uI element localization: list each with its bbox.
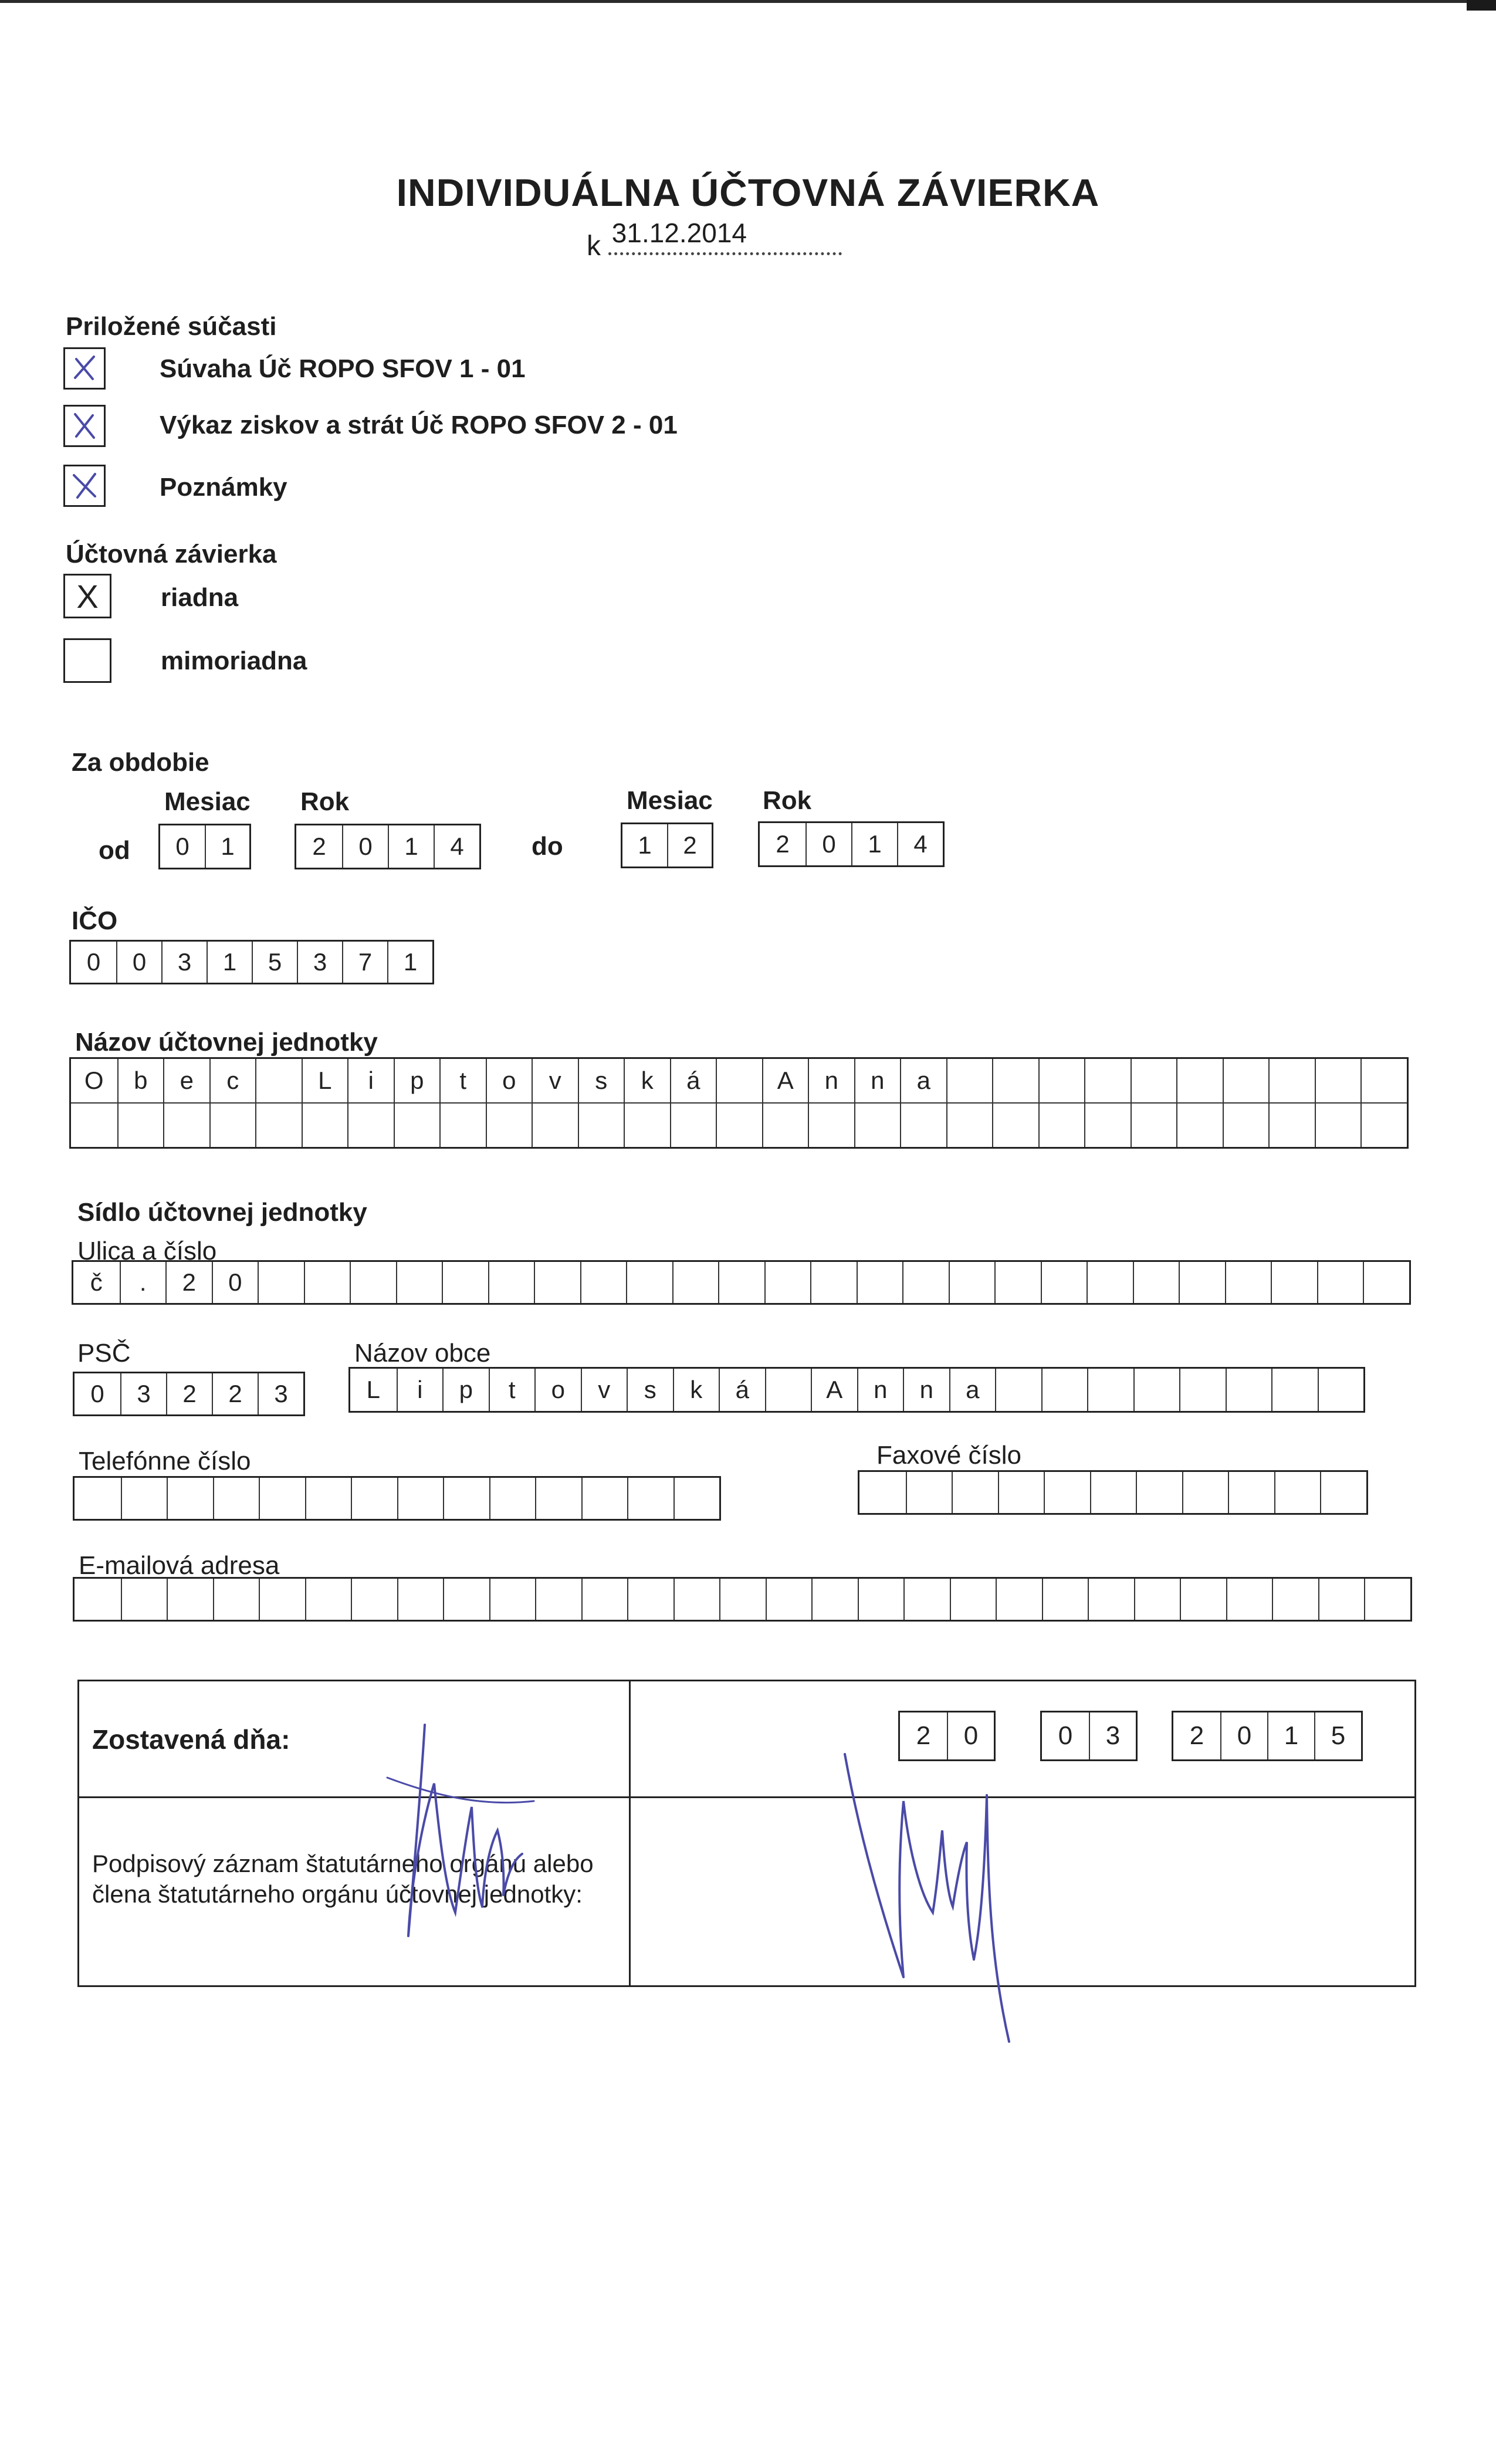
char-cell xyxy=(305,1478,351,1519)
digit-cell: 3 xyxy=(161,942,207,983)
char-cell xyxy=(581,1478,628,1519)
char-cell xyxy=(1317,1262,1363,1303)
entity-name-row-2 xyxy=(71,1102,1407,1147)
char-cell xyxy=(900,1104,946,1147)
char-cell xyxy=(121,1478,167,1519)
to-month-label: Mesiac xyxy=(627,786,713,815)
char-cell xyxy=(1136,1472,1182,1513)
attachment-label-balance: Súvaha Úč ROPO SFOV 1 - 01 xyxy=(160,354,526,383)
char-cell xyxy=(950,1579,996,1620)
k-label: k xyxy=(587,231,601,262)
phone-label: Telefónne číslo xyxy=(79,1447,251,1475)
char-cell xyxy=(1271,1369,1318,1411)
char-cell xyxy=(489,1579,536,1620)
entity-name-label: Názov účtovnej jednotky xyxy=(75,1028,378,1057)
char-cell xyxy=(1176,1059,1223,1102)
char-cell xyxy=(259,1478,305,1519)
char-cell xyxy=(672,1262,719,1303)
char-cell: s xyxy=(578,1059,624,1102)
char-cell xyxy=(1271,1262,1317,1303)
char-cell xyxy=(1315,1104,1361,1147)
char-cell: n xyxy=(854,1059,901,1102)
char-cell xyxy=(995,1369,1041,1411)
char-cell xyxy=(1042,1579,1088,1620)
char-cell xyxy=(1225,1262,1271,1303)
char-cell xyxy=(1268,1059,1315,1102)
fax-field[interactable] xyxy=(858,1470,1368,1515)
digit-cell: 0 xyxy=(116,942,161,983)
to-year-label: Rok xyxy=(763,786,812,815)
char-cell xyxy=(163,1104,209,1147)
closing-date xyxy=(587,217,842,262)
char-cell xyxy=(670,1104,716,1147)
ico-label: IČO xyxy=(72,906,118,935)
email-label: E-mailová adresa xyxy=(79,1551,280,1580)
char-cell xyxy=(578,1104,624,1147)
char-cell: e xyxy=(163,1059,209,1102)
char-cell: p xyxy=(442,1369,489,1411)
char-cell: p xyxy=(394,1059,440,1102)
char-cell xyxy=(255,1104,302,1147)
char-cell xyxy=(1087,1262,1133,1303)
char-cell: á xyxy=(670,1059,716,1102)
char-cell xyxy=(1182,1472,1228,1513)
char-cell xyxy=(1179,1369,1226,1411)
char-cell: i xyxy=(397,1369,443,1411)
char-cell xyxy=(302,1104,348,1147)
char-cell xyxy=(1133,1262,1179,1303)
char-cell xyxy=(718,1262,764,1303)
street-field[interactable] xyxy=(72,1260,1411,1305)
char-cell xyxy=(213,1478,259,1519)
char-cell xyxy=(764,1262,811,1303)
char-cell xyxy=(117,1104,164,1147)
char-cell xyxy=(535,1579,581,1620)
char-cell xyxy=(394,1104,440,1147)
city-label: Názov obce xyxy=(354,1339,491,1368)
char-cell xyxy=(626,1262,672,1303)
entity-name-field[interactable] xyxy=(69,1057,1409,1149)
char-cell xyxy=(532,1104,578,1147)
scan-corner-mark xyxy=(1467,0,1496,11)
char-cell: i xyxy=(347,1059,394,1102)
char-cell xyxy=(1090,1472,1136,1513)
ico-field[interactable] xyxy=(69,940,434,984)
char-cell: o xyxy=(486,1059,532,1102)
char-cell: 2 xyxy=(165,1262,212,1303)
char-cell xyxy=(442,1262,488,1303)
char-cell: 3 xyxy=(120,1373,166,1414)
attachment-label-profit-loss: Výkaz ziskov a strát Úč ROPO SFOV 2 - 01 xyxy=(160,411,678,439)
char-cell xyxy=(857,1262,903,1303)
pen-cross-icon xyxy=(67,408,102,444)
char-cell xyxy=(1131,1104,1177,1147)
char-cell xyxy=(765,1369,811,1411)
char-cell xyxy=(581,1579,628,1620)
char-cell xyxy=(946,1104,993,1147)
char-cell xyxy=(946,1059,993,1102)
char-cell xyxy=(1223,1059,1269,1102)
digit-cell: 1 xyxy=(638,831,652,859)
char-cell: č xyxy=(90,1268,103,1296)
char-cell xyxy=(213,1579,259,1620)
char-cell xyxy=(716,1059,762,1102)
char-cell xyxy=(580,1262,627,1303)
signature-record-label: Podpisový záznam štatutárneho orgánu alebo člena štatutárneho orgánu účtovnej jednotky: xyxy=(92,1850,594,1908)
char-cell xyxy=(624,1104,670,1147)
statement-type-label-extraordinary: mimoriadna xyxy=(161,647,307,675)
char-cell: o xyxy=(534,1369,581,1411)
char-cell: L xyxy=(366,1376,380,1403)
form-title: INDIVIDUÁLNA ÚČTOVNÁ ZÁVIERKA xyxy=(396,171,1100,214)
compiled-date-label: Zostavená dňa: xyxy=(92,1724,290,1755)
statement-type-label-regular: riadna xyxy=(161,583,239,612)
char-cell xyxy=(673,1579,720,1620)
digit-cell: 1 xyxy=(388,825,434,868)
char-cell xyxy=(534,1262,580,1303)
char-cell xyxy=(535,1478,581,1519)
address-heading: Sídlo účtovnej jednotky xyxy=(77,1198,367,1227)
char-cell xyxy=(167,1478,213,1519)
char-cell xyxy=(859,1472,906,1513)
digit-cell: 1 xyxy=(207,942,252,983)
char-cell: . xyxy=(120,1262,166,1303)
digit-cell: 2 xyxy=(1189,1721,1204,1750)
char-cell xyxy=(854,1104,901,1147)
char-cell xyxy=(992,1059,1038,1102)
street-label: Ulica a číslo xyxy=(77,1237,217,1265)
char-cell xyxy=(1320,1472,1366,1513)
digit-cell: 3 xyxy=(1089,1712,1136,1759)
char-cell xyxy=(255,1059,302,1102)
char-cell xyxy=(1180,1579,1226,1620)
digit-cell: 2 xyxy=(667,824,712,867)
email-field[interactable] xyxy=(73,1577,1412,1622)
char-cell xyxy=(167,1579,213,1620)
char-cell xyxy=(766,1579,812,1620)
char-cell xyxy=(1228,1472,1274,1513)
char-cell xyxy=(811,1579,858,1620)
char-cell xyxy=(397,1478,444,1519)
from-year-field[interactable] xyxy=(295,824,481,869)
char-cell xyxy=(351,1579,397,1620)
char-cell: 2 xyxy=(212,1373,258,1414)
closing-date-value: 31.12.2014 xyxy=(608,217,842,255)
char-cell xyxy=(994,1262,1041,1303)
char-cell xyxy=(486,1104,532,1147)
digit-cell: 2 xyxy=(312,832,326,860)
char-cell xyxy=(1038,1059,1085,1102)
char-cell xyxy=(858,1579,904,1620)
char-cell xyxy=(1044,1472,1090,1513)
char-cell xyxy=(1087,1369,1133,1411)
digit-cell: 1 xyxy=(387,942,432,983)
digit-cell: 5 xyxy=(252,942,297,983)
compiled-year-field[interactable] xyxy=(1172,1711,1363,1761)
char-cell xyxy=(998,1472,1044,1513)
psc-label: PSČ xyxy=(77,1339,131,1368)
char-cell xyxy=(716,1104,762,1147)
entity-name-row-1 xyxy=(71,1059,1407,1102)
char-cell xyxy=(1131,1059,1177,1102)
pen-cross-icon xyxy=(67,351,102,386)
phone-field[interactable] xyxy=(73,1476,721,1521)
char-cell: k xyxy=(673,1369,719,1411)
signature-box-divider xyxy=(629,1681,631,1985)
char-cell: v xyxy=(532,1059,578,1102)
char-cell: b xyxy=(117,1059,164,1102)
char-cell xyxy=(808,1104,854,1147)
digit-cell: 5 xyxy=(1314,1712,1361,1759)
char-cell: k xyxy=(624,1059,670,1102)
char-cell xyxy=(1041,1369,1088,1411)
char-cell xyxy=(347,1104,394,1147)
char-cell xyxy=(1134,1579,1180,1620)
to-label: do xyxy=(532,832,563,861)
from-label: od xyxy=(99,836,130,865)
pen-cross-icon xyxy=(67,468,102,503)
char-cell: A xyxy=(811,1369,857,1411)
char-cell xyxy=(949,1262,995,1303)
char-cell xyxy=(1363,1262,1409,1303)
compiled-day-field[interactable] xyxy=(898,1711,996,1761)
digit-cell: 3 xyxy=(297,942,342,983)
char-cell: O xyxy=(84,1067,104,1094)
char-cell xyxy=(627,1478,673,1519)
char-cell xyxy=(1084,1059,1131,1102)
char-cell xyxy=(996,1579,1042,1620)
fax-label: Faxové číslo xyxy=(876,1441,1021,1470)
char-cell xyxy=(1268,1104,1315,1147)
scan-top-border xyxy=(0,0,1496,3)
char-cell xyxy=(762,1104,808,1147)
char-cell xyxy=(1315,1059,1361,1102)
char-cell xyxy=(719,1579,766,1620)
char-cell xyxy=(443,1478,489,1519)
char-cell xyxy=(209,1104,256,1147)
char-cell xyxy=(673,1478,720,1519)
digit-cell: 0 xyxy=(1220,1712,1267,1759)
signature-box xyxy=(77,1680,1416,1987)
char-cell xyxy=(1318,1369,1364,1411)
char-cell xyxy=(1179,1262,1225,1303)
char-cell xyxy=(1318,1579,1365,1620)
char-cell xyxy=(71,1104,117,1147)
to-year-field[interactable] xyxy=(758,821,945,867)
char-cell xyxy=(305,1579,351,1620)
char-cell xyxy=(627,1579,673,1620)
digit-cell: 4 xyxy=(897,823,943,865)
digit-cell: 0 xyxy=(947,1712,994,1759)
char-cell xyxy=(1360,1104,1407,1147)
digit-cell: 2 xyxy=(776,830,790,858)
from-month-field[interactable] xyxy=(158,824,251,869)
char-cell xyxy=(489,1478,536,1519)
digit-cell: 1 xyxy=(205,825,249,868)
char-cell: L xyxy=(302,1059,348,1102)
from-year-label: Rok xyxy=(300,787,350,816)
char-cell xyxy=(350,1262,396,1303)
char-cell xyxy=(439,1104,486,1147)
city-field[interactable] xyxy=(348,1367,1365,1413)
char-cell xyxy=(1226,1369,1272,1411)
attachment-checkbox-profit-loss[interactable] xyxy=(63,405,106,447)
char-cell: 0 xyxy=(90,1380,104,1407)
char-cell: t xyxy=(439,1059,486,1102)
digit-cell: 4 xyxy=(434,825,479,868)
char-cell: t xyxy=(489,1369,535,1411)
digit-cell: 0 xyxy=(805,823,851,865)
attachment-label-notes: Poznámky xyxy=(160,473,287,502)
digit-cell: 1 xyxy=(851,823,897,865)
char-cell: c xyxy=(209,1059,256,1102)
char-cell: 3 xyxy=(258,1373,303,1414)
char-cell xyxy=(1364,1579,1410,1620)
char-cell xyxy=(952,1472,998,1513)
digit-cell: 1 xyxy=(1267,1712,1314,1759)
char-cell xyxy=(1088,1579,1134,1620)
char-cell xyxy=(259,1579,305,1620)
digit-cell: 0 xyxy=(175,832,189,860)
checkbox-mark: X xyxy=(76,577,99,615)
char-cell: n xyxy=(857,1369,903,1411)
psc-field[interactable] xyxy=(73,1372,305,1416)
char-cell: á xyxy=(719,1369,765,1411)
statement-type-checkbox-extraordinary[interactable] xyxy=(63,638,111,683)
char-cell xyxy=(903,1579,950,1620)
signature-box-divider xyxy=(79,1796,1414,1798)
char-cell xyxy=(1274,1472,1321,1513)
char-cell xyxy=(992,1104,1038,1147)
char-cell xyxy=(397,1579,444,1620)
char-cell xyxy=(1360,1059,1407,1102)
char-cell xyxy=(75,1579,121,1620)
char-cell xyxy=(1041,1262,1087,1303)
attachments-heading: Priložené súčasti xyxy=(66,312,277,341)
digit-cell: 0 xyxy=(86,948,101,976)
char-cell: A xyxy=(762,1059,808,1102)
digit-cell: 7 xyxy=(342,942,387,983)
char-cell xyxy=(906,1472,952,1513)
attachment-checkbox-notes[interactable] xyxy=(63,465,106,507)
compiled-month-field[interactable] xyxy=(1040,1711,1138,1761)
statement-type-checkbox-regular[interactable] xyxy=(63,574,111,618)
char-cell: 0 xyxy=(212,1262,258,1303)
char-cell xyxy=(351,1478,397,1519)
char-cell xyxy=(1038,1104,1085,1147)
char-cell xyxy=(488,1262,534,1303)
char-cell xyxy=(1133,1369,1180,1411)
char-cell: a xyxy=(949,1369,996,1411)
char-cell xyxy=(396,1262,442,1303)
char-cell xyxy=(1176,1104,1223,1147)
char-cell xyxy=(1226,1579,1272,1620)
char-cell: n xyxy=(903,1369,949,1411)
char-cell: s xyxy=(627,1369,673,1411)
char-cell xyxy=(304,1262,350,1303)
char-cell xyxy=(1272,1579,1318,1620)
char-cell xyxy=(1223,1104,1269,1147)
char-cell: n xyxy=(808,1059,854,1102)
to-month-field[interactable] xyxy=(621,823,713,868)
digit-cell: 0 xyxy=(342,825,388,868)
char-cell xyxy=(810,1262,857,1303)
period-heading: Za obdobie xyxy=(72,748,209,777)
statement-type-heading: Účtovná závierka xyxy=(66,540,277,568)
char-cell xyxy=(121,1579,167,1620)
char-cell xyxy=(75,1478,121,1519)
attachment-checkbox-balance[interactable] xyxy=(63,347,106,390)
digit-cell: 0 xyxy=(1058,1721,1073,1750)
char-cell: 2 xyxy=(166,1373,212,1414)
char-cell xyxy=(902,1262,949,1303)
from-month-label: Mesiac xyxy=(164,787,251,816)
char-cell xyxy=(1084,1104,1131,1147)
char-cell xyxy=(443,1579,489,1620)
char-cell: a xyxy=(900,1059,946,1102)
digit-cell: 2 xyxy=(916,1721,931,1750)
char-cell: v xyxy=(581,1369,627,1411)
char-cell xyxy=(258,1262,304,1303)
